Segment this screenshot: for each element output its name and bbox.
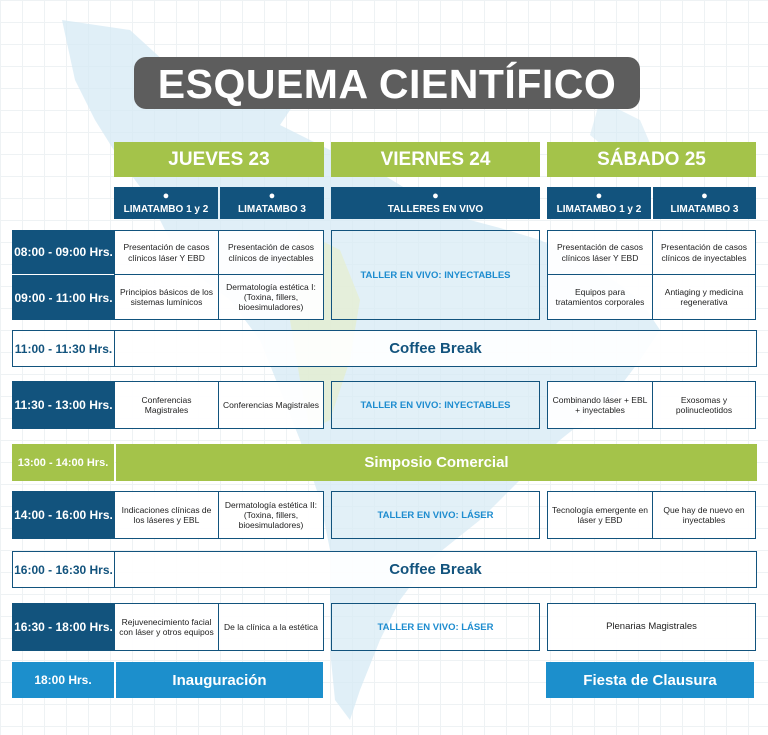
location-pin-icon: ●: [701, 190, 708, 202]
session-cell: Tecnología emergente en láser y EBD: [547, 491, 653, 539]
live-workshop-cell: TALLER EN VIVO: LÁSER: [331, 603, 540, 651]
session-cell: Exosomas y polinucleotidos: [652, 381, 756, 429]
session-cell: Dermatología estética II: (Toxina, fillers, bioesimuladores): [218, 491, 324, 539]
time-slot: 16:00 - 16:30 Hrs.: [13, 552, 115, 587]
session-cell: Principios básicos de los sistemas lumínicos: [114, 274, 219, 320]
session-cell: Conferencias Magistrales: [218, 381, 324, 429]
coffee-break-row: [12, 330, 757, 367]
coffee-break-label: Coffee Break: [389, 561, 482, 578]
time-slot: 11:00 - 11:30 Hrs.: [13, 331, 115, 366]
session-cell: Presentación de casos clínicos láser Y EBD: [114, 230, 219, 275]
live-workshop-cell: TALLER EN VIVO: LÁSER: [331, 491, 540, 539]
session-cell: Indicaciones clínicas de los láseres y EBL: [114, 491, 219, 539]
day-header-thursday: JUEVES 23: [114, 142, 324, 177]
location-pin-icon: ●: [268, 190, 276, 202]
time-slot: 08:00 - 09:00 Hrs.: [12, 230, 115, 275]
time-slot: 16:30 - 18:00 Hrs.: [12, 603, 115, 651]
location-pin-icon: ●: [432, 190, 439, 202]
time-slot: 11:30 - 13:00 Hrs.: [12, 381, 115, 429]
session-cell: Presentación de casos clínicos de inyectables: [652, 230, 756, 275]
coffee-break-label: Coffee Break: [389, 340, 482, 357]
commercial-symposium-label: Simposio Comercial: [116, 444, 757, 481]
day-header-saturday: SÁBADO 25: [547, 142, 756, 177]
room-header: ● LIMATAMBO 1 y 2: [114, 187, 218, 219]
session-cell: Dermatología estética I: (Toxina, fillers, bioesimuladores): [218, 274, 324, 320]
session-cell: Antiaging y medicina regenerativa: [652, 274, 756, 320]
page-title: ESQUEMA CIENTÍFICO: [134, 57, 640, 109]
location-pin-icon: ●: [595, 190, 603, 202]
session-cell: Plenarias Magistrales: [547, 603, 756, 651]
session-cell: Rejuvenecimiento facial con láser y otros equipos: [114, 603, 219, 651]
day-header-friday: VIERNES 24: [331, 142, 540, 177]
session-cell: Conferencias Magistrales: [114, 381, 219, 429]
room-header: ● LIMATAMBO 3: [653, 187, 756, 219]
time-slot: 13:00 - 14:00 Hrs.: [12, 444, 115, 481]
inauguration-event: Inauguración: [116, 662, 323, 698]
location-pin-icon: ●: [162, 190, 170, 202]
session-cell: Que hay de nuevo en inyectables: [652, 491, 756, 539]
room-header: ● LIMATAMBO 1 y 2: [547, 187, 651, 219]
live-workshop-cell: TALLER EN VIVO: INYECTABLES: [331, 230, 540, 320]
live-workshop-cell: TALLER EN VIVO: INYECTABLES: [331, 381, 540, 429]
time-slot: 09:00 - 11:00 Hrs.: [12, 275, 115, 320]
session-cell: Equipos para tratamientos corporales: [547, 274, 653, 320]
room-header: ● LIMATAMBO 3: [220, 187, 324, 219]
session-cell: Combinando láser + EBL + inyectables: [547, 381, 653, 429]
time-slot: 14:00 - 16:00 Hrs.: [12, 491, 115, 539]
session-cell: Presentación de casos clínicos de inyectables: [218, 230, 324, 275]
closing-party-event: Fiesta de Clausura: [546, 662, 754, 698]
session-cell: De la clínica a la estética: [218, 603, 324, 651]
coffee-break-row: [12, 551, 757, 588]
room-header: ● TALLERES EN VIVO: [331, 187, 540, 219]
time-slot: 18:00 Hrs.: [12, 662, 115, 698]
session-cell: Presentación de casos clínicos láser Y EBD: [547, 230, 653, 275]
